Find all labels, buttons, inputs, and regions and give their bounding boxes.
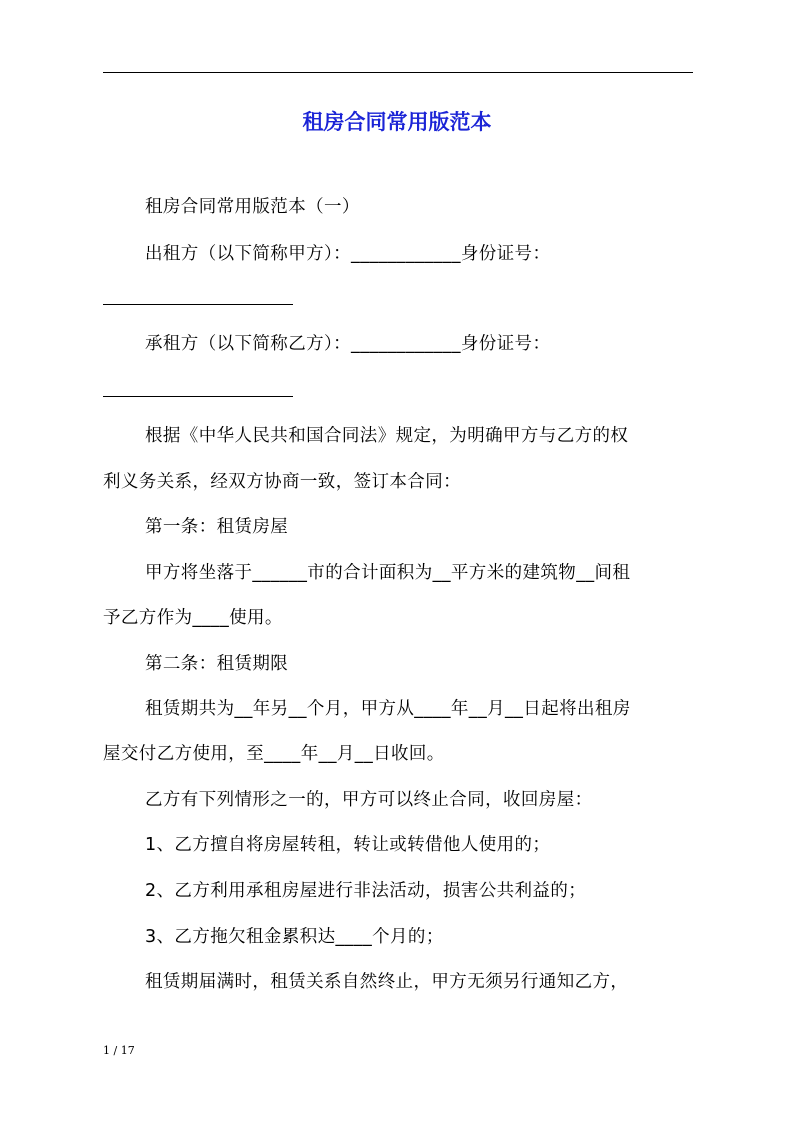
- lessor-line: 出租方（以下简称甲方）：____________身份证号：: [145, 244, 551, 264]
- paragraph-line: 甲方将坐落于______市的合计面积为__平方米的建筑物__间租: [145, 563, 631, 583]
- header-rule: [103, 72, 693, 73]
- lessee-line: 承租方（以下简称乙方）：____________身份证号：: [145, 334, 551, 354]
- paragraph-line: 租赁期届满时，租赁关系自然终止，甲方无须另行通知乙方，: [145, 972, 629, 992]
- paragraph-line: 予乙方作为____使用。: [103, 608, 283, 628]
- list-item: 2、乙方利用承租房屋进行非法活动，损害公共利益的；: [145, 881, 587, 901]
- paragraph-line: 租赁期共为__年另__个月，甲方从____年__月__日起将出租房: [145, 699, 631, 719]
- list-item: 1、乙方擅自将房屋转租，转让或转借他人使用的；: [145, 835, 551, 855]
- paragraph-line: 屋交付乙方使用，至____年__月__日收回。: [103, 744, 445, 764]
- lessor-id-blank: [103, 304, 293, 305]
- list-item: 3、乙方拖欠租金累积达____个月的；: [145, 927, 444, 947]
- page-number: 1 / 17: [103, 1044, 135, 1057]
- lessee-id-blank: [103, 396, 293, 397]
- paragraph-line: 根据《中华人民共和国合同法》规定，为明确甲方与乙方的权: [145, 426, 629, 446]
- article-heading: 第一条：租赁房屋: [145, 517, 289, 537]
- article-heading: 第二条：租赁期限: [145, 654, 289, 674]
- paragraph-line: 利义务关系，经双方协商一致，签订本合同：: [103, 472, 461, 492]
- section-heading: 租房合同常用版范本（一）: [145, 197, 360, 217]
- document-title: 租房合同常用版范本: [302, 110, 492, 134]
- paragraph-line: 乙方有下列情形之一的，甲方可以终止合同，收回房屋：: [145, 790, 593, 810]
